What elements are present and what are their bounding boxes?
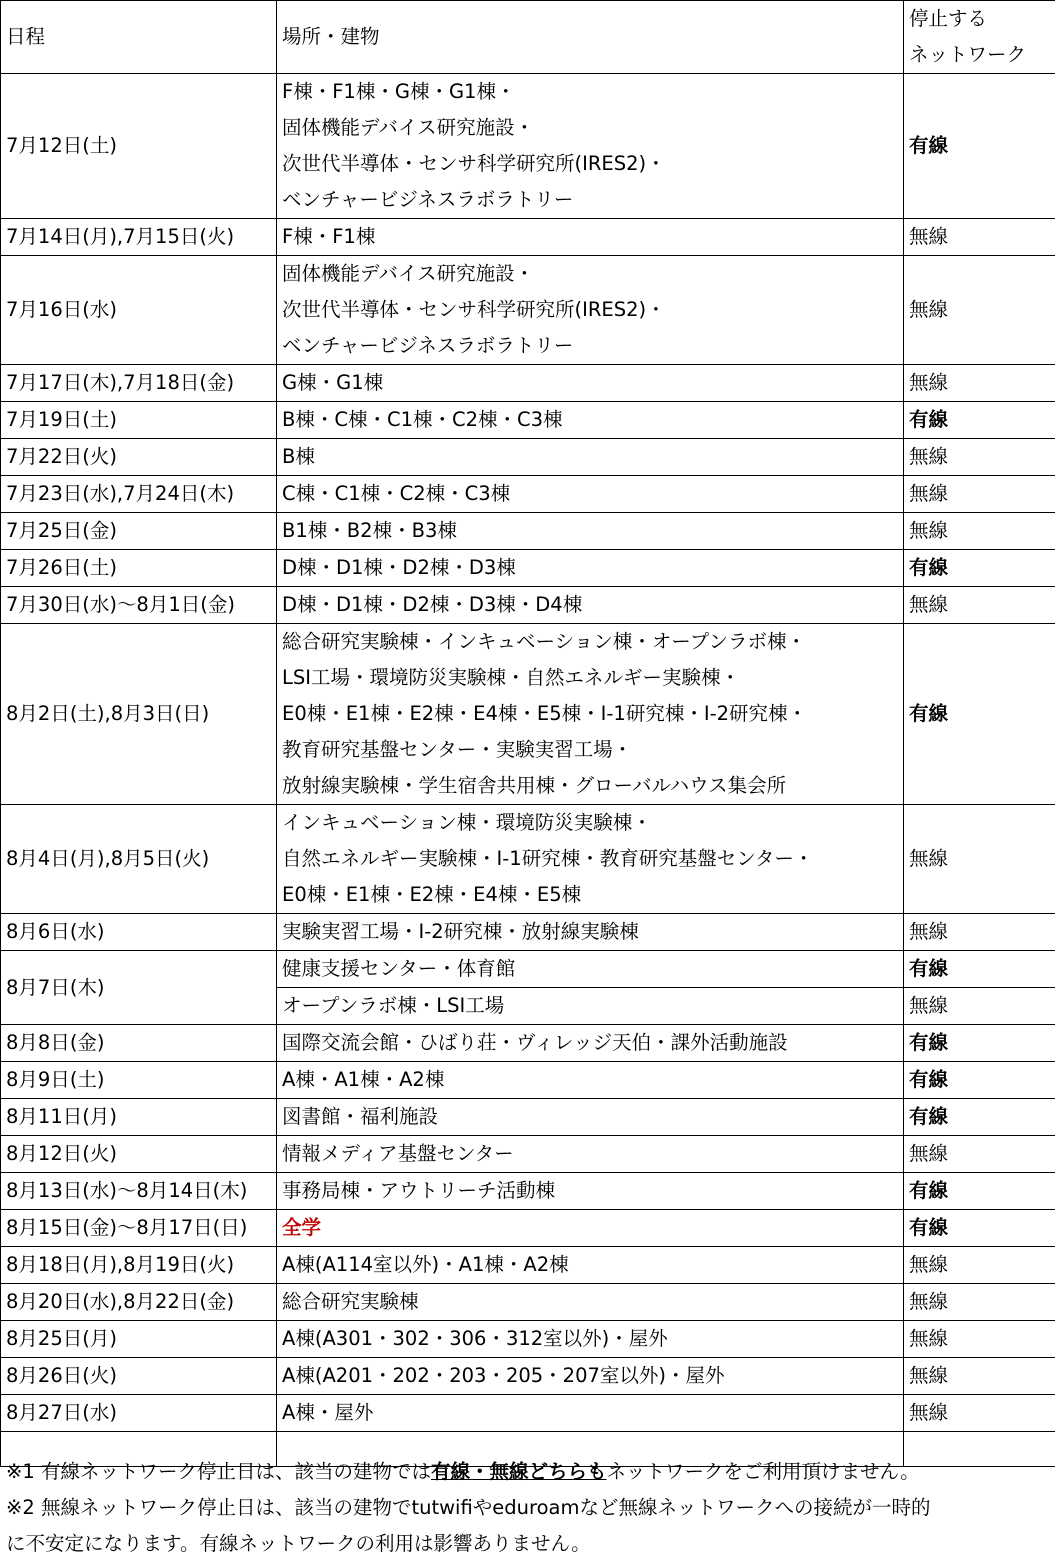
network-wireless-cell: 無線 xyxy=(904,256,1055,365)
network-wireless-cell: 無線 xyxy=(904,988,1055,1025)
place-cell xyxy=(277,1025,904,1062)
network-wired-cell: 有線 xyxy=(904,74,1055,219)
place-cell xyxy=(277,1099,904,1136)
table-row xyxy=(1,1395,1055,1432)
place-cell xyxy=(277,624,904,805)
table-header-row xyxy=(1,1,1055,74)
network-wireless-cell: 無線 xyxy=(904,476,1055,513)
table-row xyxy=(1,74,1055,219)
date-cell: 8月9日(土) xyxy=(1,1062,277,1099)
table-row xyxy=(1,550,1055,587)
place-cell xyxy=(277,1136,904,1173)
place-cell xyxy=(277,951,904,988)
place-line: G棟・G1棟 xyxy=(282,365,903,401)
date-cell: 8月2日(土),8月3日(日) xyxy=(1,624,277,805)
note-2-line-1: ※2 無線ネットワーク停止日は、該当の建物でtutwifiやeduroamなど無線ネットワークへの接続が一時的 xyxy=(6,1490,1051,1526)
date-cell: 7月23日(水),7月24日(木) xyxy=(1,476,277,513)
place-cell xyxy=(277,914,904,951)
place-line: 国際交流会館・ひばり荘・ヴィレッジ天伯・課外活動施設 xyxy=(282,1025,903,1061)
network-wireless-cell: 無線 xyxy=(904,1136,1055,1173)
date-cell: 8月18日(月),8月19日(火) xyxy=(1,1247,277,1284)
place-line: 総合研究実験棟 xyxy=(282,1284,903,1320)
place-line: 図書館・福利施設 xyxy=(282,1099,903,1135)
note-1-suffix: ネットワークをご利用頂けません。 xyxy=(606,1460,919,1483)
place-line: 自然エネルギー実験棟・I-1研究棟・教育研究基盤センター・ xyxy=(282,841,903,877)
network-wired-cell: 有線 xyxy=(904,1099,1055,1136)
table-row xyxy=(1,951,1055,988)
table-row xyxy=(1,365,1055,402)
network-wireless-cell: 無線 xyxy=(904,1395,1055,1432)
network-wired-cell: 有線 xyxy=(904,1062,1055,1099)
table-row xyxy=(1,1247,1055,1284)
header-network-line2: ネットワーク xyxy=(909,37,1055,73)
footnotes xyxy=(6,1454,1051,1562)
place-line: インキュベーション棟・環境防災実験棟・ xyxy=(282,805,903,841)
place-cell xyxy=(277,1395,904,1432)
place-cell xyxy=(277,805,904,914)
place-cell xyxy=(277,365,904,402)
network-wireless-cell: 無線 xyxy=(904,914,1055,951)
network-wired-cell: 有線 xyxy=(904,550,1055,587)
date-cell: 7月26日(土) xyxy=(1,550,277,587)
place-line: 実験実習工場・I-2研究棟・放射線実験棟 xyxy=(282,914,903,950)
date-cell: 8月8日(金) xyxy=(1,1025,277,1062)
place-line: A棟・A1棟・A2棟 xyxy=(282,1062,903,1098)
date-cell: 7月16日(水) xyxy=(1,256,277,365)
network-wireless-cell: 無線 xyxy=(904,439,1055,476)
place-cell xyxy=(277,1062,904,1099)
network-wired-cell: 有線 xyxy=(904,624,1055,805)
place-cell xyxy=(277,550,904,587)
header-date: 日程 xyxy=(1,1,277,74)
place-cell xyxy=(277,256,904,365)
place-cell xyxy=(277,219,904,256)
date-cell: 7月30日(水)〜8月1日(金) xyxy=(1,587,277,624)
network-wireless-cell: 無線 xyxy=(904,1321,1055,1358)
header-network-line1: 停止する xyxy=(909,1,1055,37)
place-cell xyxy=(277,1284,904,1321)
date-cell: 8月20日(水),8月22日(金) xyxy=(1,1284,277,1321)
table-row xyxy=(1,1173,1055,1210)
place-cell xyxy=(277,1358,904,1395)
note-1-emphasis: 有線・無線どちらも xyxy=(431,1460,607,1483)
date-cell: 8月13日(水)〜8月14日(木) xyxy=(1,1173,277,1210)
network-wireless-cell: 無線 xyxy=(904,805,1055,914)
network-wireless-cell: 無線 xyxy=(904,513,1055,550)
place-cell xyxy=(277,1321,904,1358)
table-row xyxy=(1,1099,1055,1136)
date-cell: 8月26日(火) xyxy=(1,1358,277,1395)
date-cell: 7月25日(金) xyxy=(1,513,277,550)
place-line: LSI工場・環境防災実験棟・自然エネルギー実験棟・ xyxy=(282,660,903,696)
place-line: 情報メディア基盤センター xyxy=(282,1136,903,1172)
place-line: 固体機能デバイス研究施設・ xyxy=(282,110,903,146)
table-row xyxy=(1,439,1055,476)
place-line: ベンチャービジネスラボラトリー xyxy=(282,182,903,218)
place-cell xyxy=(277,439,904,476)
table-row xyxy=(1,1321,1055,1358)
table-row xyxy=(1,1210,1055,1247)
date-cell: 8月6日(水) xyxy=(1,914,277,951)
table-row xyxy=(1,1025,1055,1062)
network-wireless-cell: 無線 xyxy=(904,365,1055,402)
table-row xyxy=(1,624,1055,805)
place-line: A棟・屋外 xyxy=(282,1395,903,1431)
table-row xyxy=(1,587,1055,624)
date-cell: 7月17日(木),7月18日(金) xyxy=(1,365,277,402)
network-wired-cell: 有線 xyxy=(904,1025,1055,1062)
network-wireless-cell: 無線 xyxy=(904,219,1055,256)
place-line: F棟・F1棟 xyxy=(282,219,903,255)
table-row xyxy=(1,1136,1055,1173)
place-cell xyxy=(277,476,904,513)
date-cell: 8月15日(金)〜8月17日(日) xyxy=(1,1210,277,1247)
network-wireless-cell: 無線 xyxy=(904,1358,1055,1395)
note-1-prefix: ※1 有線ネットワーク停止日は、該当の建物では xyxy=(6,1460,431,1483)
place-line: B棟・C棟・C1棟・C2棟・C3棟 xyxy=(282,402,903,438)
table-row xyxy=(1,256,1055,365)
place-line: A棟(A301・302・306・312室以外)・屋外 xyxy=(282,1321,903,1357)
table-row xyxy=(1,219,1055,256)
table-row xyxy=(1,1062,1055,1099)
place-cell xyxy=(277,1173,904,1210)
place-cell xyxy=(277,1247,904,1284)
date-cell: 8月12日(火) xyxy=(1,1136,277,1173)
place-line: オープンラボ棟・LSI工場 xyxy=(282,988,903,1024)
network-wireless-cell: 無線 xyxy=(904,587,1055,624)
place-cell xyxy=(277,402,904,439)
date-cell: 8月7日(木) xyxy=(1,951,277,1025)
place-cell xyxy=(277,1210,904,1247)
table-row xyxy=(1,402,1055,439)
date-cell: 7月22日(火) xyxy=(1,439,277,476)
date-cell: 8月4日(月),8月5日(火) xyxy=(1,805,277,914)
place-line: 次世代半導体・センサ科学研究所(IRES2)・ xyxy=(282,292,903,328)
place-line: D棟・D1棟・D2棟・D3棟 xyxy=(282,550,903,586)
place-line: E0棟・E1棟・E2棟・E4棟・E5棟 xyxy=(282,877,903,913)
network-wireless-cell: 無線 xyxy=(904,1247,1055,1284)
place-line: 教育研究基盤センター・実験実習工場・ xyxy=(282,732,903,768)
network-wired-cell: 有線 xyxy=(904,1210,1055,1247)
place-line: E0棟・E1棟・E2棟・E4棟・E5棟・I-1研究棟・I-2研究棟・ xyxy=(282,696,903,732)
date-cell: 7月12日(土) xyxy=(1,74,277,219)
place-cell xyxy=(277,513,904,550)
place-line: A棟(A201・202・203・205・207室以外)・屋外 xyxy=(282,1358,903,1394)
place-line: 事務局棟・アウトリーチ活動棟 xyxy=(282,1173,903,1209)
date-cell: 8月27日(水) xyxy=(1,1395,277,1432)
table-row xyxy=(1,1358,1055,1395)
place-line: C棟・C1棟・C2棟・C3棟 xyxy=(282,476,903,512)
header-place: 場所・建物 xyxy=(277,1,904,74)
table-row xyxy=(1,1284,1055,1321)
place-line: 固体機能デバイス研究施設・ xyxy=(282,256,903,292)
place-line: A棟(A114室以外)・A1棟・A2棟 xyxy=(282,1247,903,1283)
place-line: ベンチャービジネスラボラトリー xyxy=(282,328,903,364)
network-wired-cell: 有線 xyxy=(904,1173,1055,1210)
place-line: B1棟・B2棟・B3棟 xyxy=(282,513,903,549)
date-cell: 8月11日(月) xyxy=(1,1099,277,1136)
place-line: 健康支援センター・体育館 xyxy=(282,951,903,987)
place-line: 次世代半導体・センサ科学研究所(IRES2)・ xyxy=(282,146,903,182)
date-cell: 8月25日(月) xyxy=(1,1321,277,1358)
network-wireless-cell: 無線 xyxy=(904,1284,1055,1321)
place-line: F棟・F1棟・G棟・G1棟・ xyxy=(282,74,903,110)
note-2-line-2: に不安定になります。有線ネットワークの利用は影響ありません。 xyxy=(6,1526,1051,1562)
date-cell: 7月19日(土) xyxy=(1,402,277,439)
network-wired-cell: 有線 xyxy=(904,402,1055,439)
table-row xyxy=(1,476,1055,513)
place-cell xyxy=(277,988,904,1025)
place-line: 全学 xyxy=(282,1210,903,1246)
place-cell xyxy=(277,74,904,219)
place-line: B棟 xyxy=(282,439,903,475)
place-line: D棟・D1棟・D2棟・D3棟・D4棟 xyxy=(282,587,903,623)
place-line: 放射線実験棟・学生宿舎共用棟・グローバルハウス集会所 xyxy=(282,768,903,804)
header-network xyxy=(904,1,1055,74)
date-cell: 7月14日(月),7月15日(火) xyxy=(1,219,277,256)
table-row xyxy=(1,513,1055,550)
place-cell xyxy=(277,587,904,624)
place-line: 総合研究実験棟・インキュベーション棟・オープンラボ棟・ xyxy=(282,624,903,660)
network-wired-cell: 有線 xyxy=(904,951,1055,988)
table-row xyxy=(1,914,1055,951)
note-1 xyxy=(6,1454,1051,1490)
table-row xyxy=(1,805,1055,914)
